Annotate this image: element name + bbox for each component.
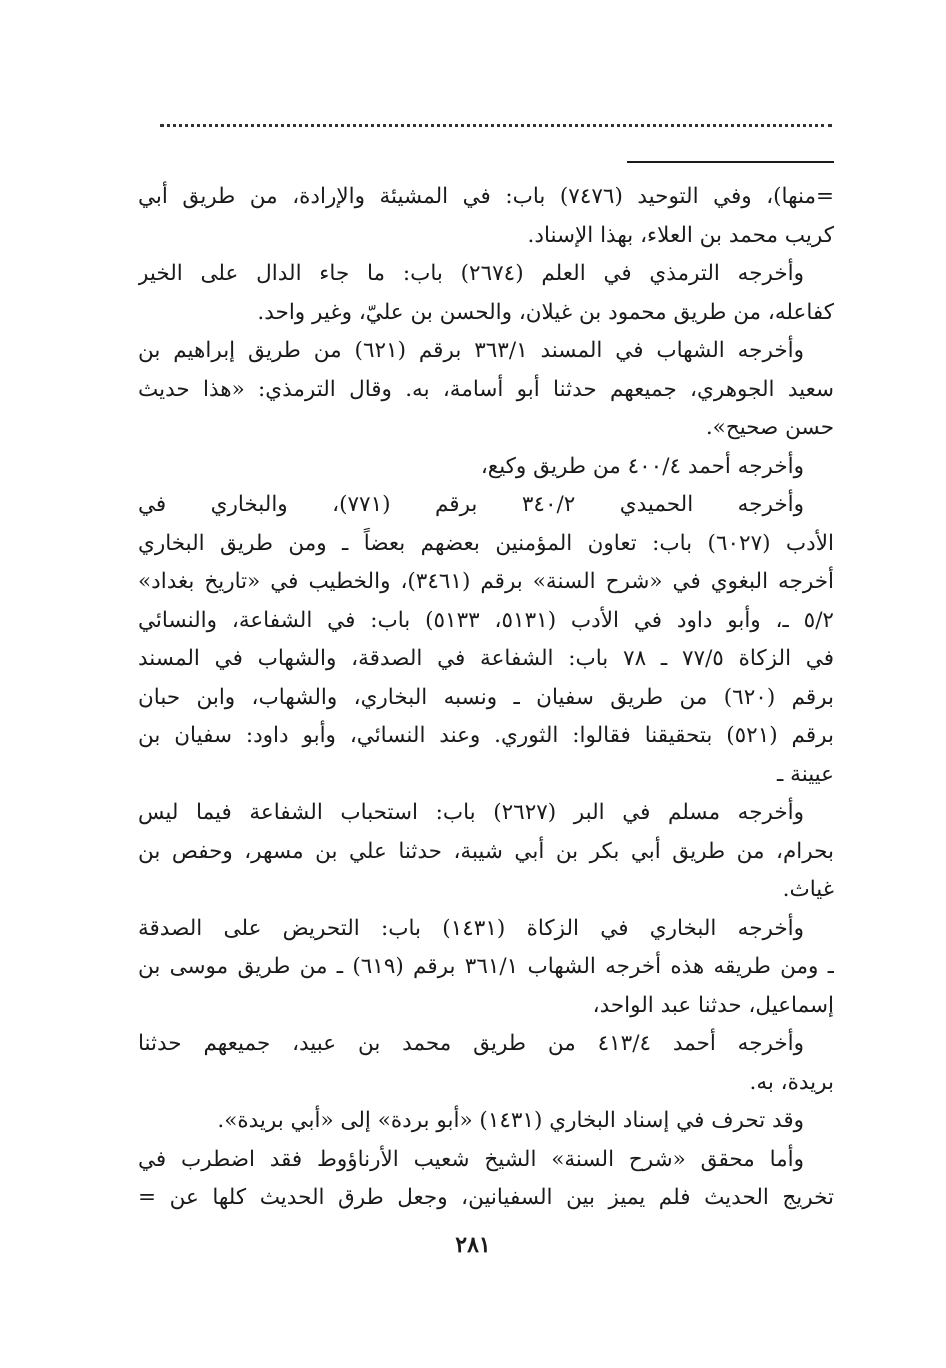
text-line: بحرام، من طريق أبي بكر بن أبي شيبة، حدثنا علي بن مسهر، وحفص بن [138, 838, 834, 864]
text-line: في الزكاة ٧٧/٥ ـ ٧٨ باب: الشفاعة في الصدقة، والشهاب في المسند [138, 646, 834, 671]
text-line: برقم (٥٢١) بتحقيقنا فقالوا: الثوري. وعند النسائي، وأبو داود: سفيان بن [138, 723, 834, 748]
text-line: كريب محمد بن العلاء، بهذا الإسناد. [527, 222, 834, 248]
text-line: حسن صحيح». [705, 415, 834, 440]
page-number: ٢٨١ [455, 1232, 491, 1258]
text-line: عيينة ـ [777, 761, 834, 787]
text-line: غياث. [782, 877, 834, 902]
text-line: الأدب (٦٠٢٧) باب: تعاون المؤمنين بعضهم بعضاً ـ ومن طريق البخاري [138, 530, 834, 556]
text-line: وأخرجه أحمد ٤٠٠/٤ من طريق وكيع، [480, 453, 804, 479]
text-line: وأخرجه مسلم في البر (٢٦٢٧) باب: استحباب الشفاعة فيما ليس [138, 800, 804, 825]
text-line: وأخرجه البخاري في الزكاة (١٤٣١) باب: التحريض على الصدقة [138, 915, 804, 941]
top-dotted-divider [160, 124, 832, 127]
text-line: وأخرجه الترمذي في العلم (٢٦٧٤) باب: ما جاء الدال على الخير [138, 261, 804, 286]
text-line: وأخرجه أحمد ٤١٣/٤ من طريق محمد بن عبيد، جميعهم حدثنا [138, 1031, 804, 1056]
footnote-text-block [138, 178, 834, 1218]
footnote-separator-rule [627, 161, 834, 163]
text-line: إسماعيل، حدثنا عبد الواحد، [592, 992, 834, 1018]
text-line: وقد تحرف في إسناد البخاري (١٤٣١) «أبو بردة» إلى «أبي بريدة». [217, 1108, 804, 1133]
text-line: كفاعله، من طريق محمود بن غيلان، والحسن بن عليّ، وغير واحد. [257, 299, 834, 325]
text-line: برقم (٦٢٠) من طريق سفيان ـ ونسبه البخاري، والشهاب، وابن حبان [138, 684, 834, 710]
text-line: تخريج الحديث فلم يميز بين السفيانين، وجعل طرق الحديث كلها عن = [138, 1185, 834, 1210]
text-line: وأما محقق «شرح السنة» الشيخ شعيب الأرناؤوط فقد اضطرب في [138, 1146, 804, 1172]
text-line: سعيد الجوهري، جميعهم حدثنا أبو أسامة، به. وقال الترمذي: «هذا حديث [138, 376, 834, 402]
text-line: ٥/٢ ـ، وأبو داود في الأدب (٥١٣١، ٥١٣٣) باب: في الشفاعة، والنسائي [138, 607, 834, 633]
text-line: وأخرجه الشهاب في المسند ٣٦٣/١ برقم (٦٢١) من طريق إبراهيم بن [138, 338, 804, 363]
text-line: ـ ومن طريقه هذه أخرجه الشهاب ٣٦١/١ برقم (٦١٩) ـ من طريق موسى بن [138, 954, 834, 979]
text-line: =منها)، وفي التوحيد (٧٤٧٦) باب: في المشيئة والإرادة، من طريق أبي [138, 184, 834, 209]
text-line: وأخرجه الحميدي ٣٤٠/٢ برقم (٧٧١)، والبخاري في [138, 492, 804, 517]
text-line: أخرجه البغوي في «شرح السنة» برقم (٣٤٦١)، والخطيب في «تاريخ بغداد» [138, 569, 834, 594]
text-line: بريدة، به. [749, 1069, 834, 1095]
